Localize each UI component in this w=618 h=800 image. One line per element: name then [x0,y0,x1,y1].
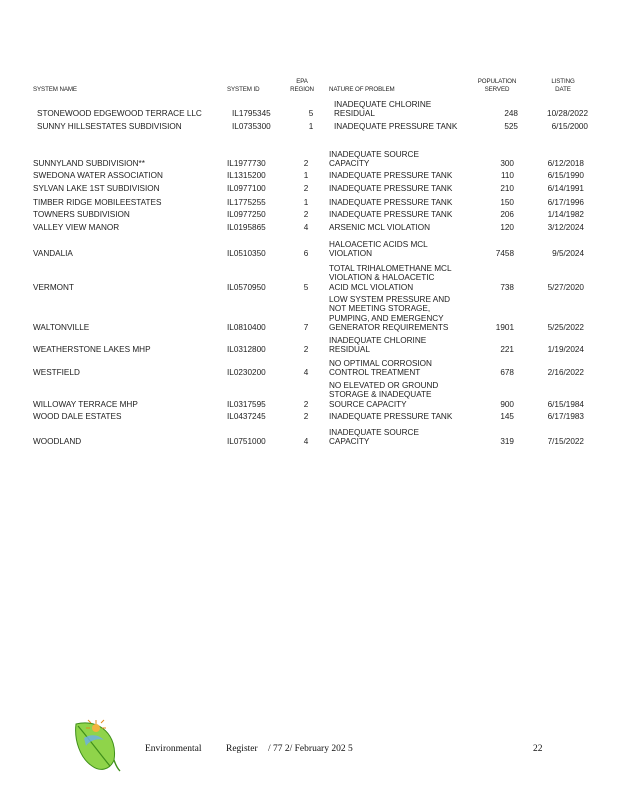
leaf-logo-icon [70,716,122,772]
epa-region-cell: 4 [303,368,309,378]
listing-date-cell: 5/25/2022 [547,323,584,333]
listing-date-cell: 5/27/2020 [547,282,584,292]
population-cell: 7458 [495,249,514,259]
nature-of-problem-cell: INADEQUATE SOURCE CAPACITY [329,428,419,447]
system-name-cell: STONEWOOD EDGEWOOD TERRACE LLC [37,109,202,119]
epa-region-cell: 2 [303,210,309,219]
listing-date-cell: 6/15/2000 [551,122,588,131]
header-system-name: SYSTEM NAME [33,86,77,93]
listing-date-cell: 6/15/1984 [547,399,584,409]
footer-journal: Environmental [145,744,202,754]
system-id-cell: IL1315200 [227,171,266,180]
system-name-cell: SUNNYLAND SUBDIVISION** [33,159,145,169]
nature-of-problem-cell: INADEQUATE CHLORINE RESIDUAL [334,100,432,119]
epa-region-cell: 5 [303,282,309,292]
epa-region-cell: 4 [303,437,309,447]
system-id-cell: IL1977730 [227,159,266,169]
header-listing-line1: LISTING [551,78,575,85]
system-name-cell: SWEDONA WATER ASSOCIATION [33,171,163,180]
system-id-cell: IL0977100 [227,184,266,193]
system-name-cell: SUNNY HILLSESTATES SUBDIVISION [37,122,182,131]
epa-region-cell: 5 [308,109,314,119]
nature-of-problem-cell: INADEQUATE PRESSURE TANK [329,412,453,421]
footer-page-number: 22 [533,744,543,754]
nature-of-problem-cell: INADEQUATE PRESSURE TANK [334,122,458,131]
listing-date-cell: 6/15/1990 [547,171,584,180]
system-id-cell: IL0195865 [227,223,266,232]
header-system-id: SYSTEM ID [227,86,260,93]
system-name-cell: WILLOWAY TERRACE MHP [33,399,138,409]
header-epa-line1: EPA [296,78,308,85]
epa-region-cell: 1 [303,171,309,180]
population-cell: 145 [500,412,514,421]
nature-of-problem-cell: TOTAL TRIHALOMETHANE MCL VIOLATION & HALOACETIC ACID MCL VIOLATION [329,264,452,292]
population-cell: 319 [500,437,514,447]
epa-region-cell: 6 [303,249,309,259]
population-cell: 678 [500,368,514,378]
epa-region-cell: 2 [303,399,309,409]
system-name-cell: WESTFIELD [33,368,80,378]
nature-of-problem-cell: INADEQUATE PRESSURE TANK [329,171,453,180]
listing-date-cell: 1/19/2024 [547,345,584,355]
header-nature-of-problem: NATURE OF PROBLEM [329,86,395,93]
system-name-cell: SYLVAN LAKE 1ST SUBDIVISION [33,184,160,193]
system-id-cell: IL0510350 [227,249,266,259]
header-population-line1: POPULATION [477,78,517,85]
system-name-cell: WOOD DALE ESTATES [33,412,122,421]
system-id-cell: IL0810400 [227,323,266,333]
population-cell: 738 [500,282,514,292]
system-id-cell: IL0570950 [227,282,266,292]
nature-of-problem-cell: NO OPTIMAL CORROSION CONTROL TREATMENT [329,359,432,378]
nature-of-problem-cell: INADEQUATE CHLORINE RESIDUAL [329,336,427,355]
listing-date-cell: 3/12/2024 [547,223,584,232]
epa-region-cell: 4 [303,223,309,232]
system-name-cell: TOWNERS SUBDIVISION [33,210,130,219]
nature-of-problem-cell: INADEQUATE PRESSURE TANK [329,210,453,219]
system-name-cell: WEATHERSTONE LAKES MHP [33,345,151,355]
population-cell: 300 [500,159,514,169]
listing-date-cell: 6/17/1996 [547,198,584,207]
system-id-cell: IL1775255 [227,198,266,207]
listing-date-cell: 6/14/1991 [547,184,584,193]
nature-of-problem-cell: INADEQUATE SOURCE CAPACITY [329,150,419,169]
footer-register: Register [226,744,258,754]
system-id-cell: IL0312800 [227,345,266,355]
system-id-cell: IL1795345 [232,109,271,119]
nature-of-problem-cell: INADEQUATE PRESSURE TANK [329,184,453,193]
header-listing-line2: DATE [555,86,571,93]
system-id-cell: IL0317595 [227,399,266,409]
system-name-cell: WOODLAND [33,437,82,447]
nature-of-problem-cell: LOW SYSTEM PRESSURE AND NOT MEETING STORAGE, PUMPING, AND EMERGENCY GENERATOR REQUIREMENTS [329,295,451,333]
epa-region-cell: 2 [303,345,309,355]
epa-region-cell: 1 [308,122,314,131]
nature-of-problem-cell: HALOACETIC ACIDS MCL VIOLATION [329,240,428,259]
listing-date-cell: 10/28/2022 [547,109,588,119]
listing-date-cell: 7/15/2022 [547,437,584,447]
system-id-cell: IL0735300 [232,122,271,131]
listing-date-cell: 2/16/2022 [547,368,584,378]
population-cell: 206 [500,210,514,219]
population-cell: 210 [500,184,514,193]
header-epa-region [288,78,316,94]
population-cell: 221 [500,345,514,355]
population-cell: 150 [500,198,514,207]
listing-date-cell: 6/17/1983 [547,412,584,421]
system-id-cell: IL0977250 [227,210,266,219]
system-name-cell: TIMBER RIDGE MOBILEESTATES [33,198,162,207]
population-cell: 900 [500,399,514,409]
population-cell: 120 [500,223,514,232]
epa-region-cell: 2 [303,184,309,193]
system-name-cell: VERMONT [33,282,74,292]
population-cell: 525 [504,122,518,131]
epa-region-cell: 7 [303,323,309,333]
system-name-cell: VALLEY VIEW MANOR [33,223,120,232]
nature-of-problem-cell: ARSENIC MCL VIOLATION [329,223,430,232]
system-name-cell: WALTONVILLE [33,323,90,333]
listing-date-cell: 6/12/2018 [547,159,584,169]
footer-issue: / 77 2/ February 202 5 [268,744,353,754]
nature-of-problem-cell: NO ELEVATED OR GROUND STORAGE & INADEQUATE SOURCE CAPACITY [329,381,439,409]
header-listing-date [542,78,584,94]
nature-of-problem-cell: INADEQUATE PRESSURE TANK [329,198,453,207]
listing-date-cell: 1/14/1982 [547,210,584,219]
header-population-line2: SERVED [484,86,510,93]
system-id-cell: IL0751000 [227,437,266,447]
header-population-served [474,78,520,94]
epa-region-cell: 2 [303,159,309,169]
population-cell: 1901 [495,323,514,333]
system-id-cell: IL0437245 [227,412,266,421]
listing-date-cell: 9/5/2024 [552,249,584,259]
population-cell: 110 [500,171,514,180]
epa-region-cell: 1 [303,198,309,207]
header-epa-line2: REGION [290,86,314,93]
system-id-cell: IL0230200 [227,368,266,378]
population-cell: 248 [504,109,518,119]
system-name-cell: VANDALIA [33,249,73,259]
epa-region-cell: 2 [303,412,309,421]
